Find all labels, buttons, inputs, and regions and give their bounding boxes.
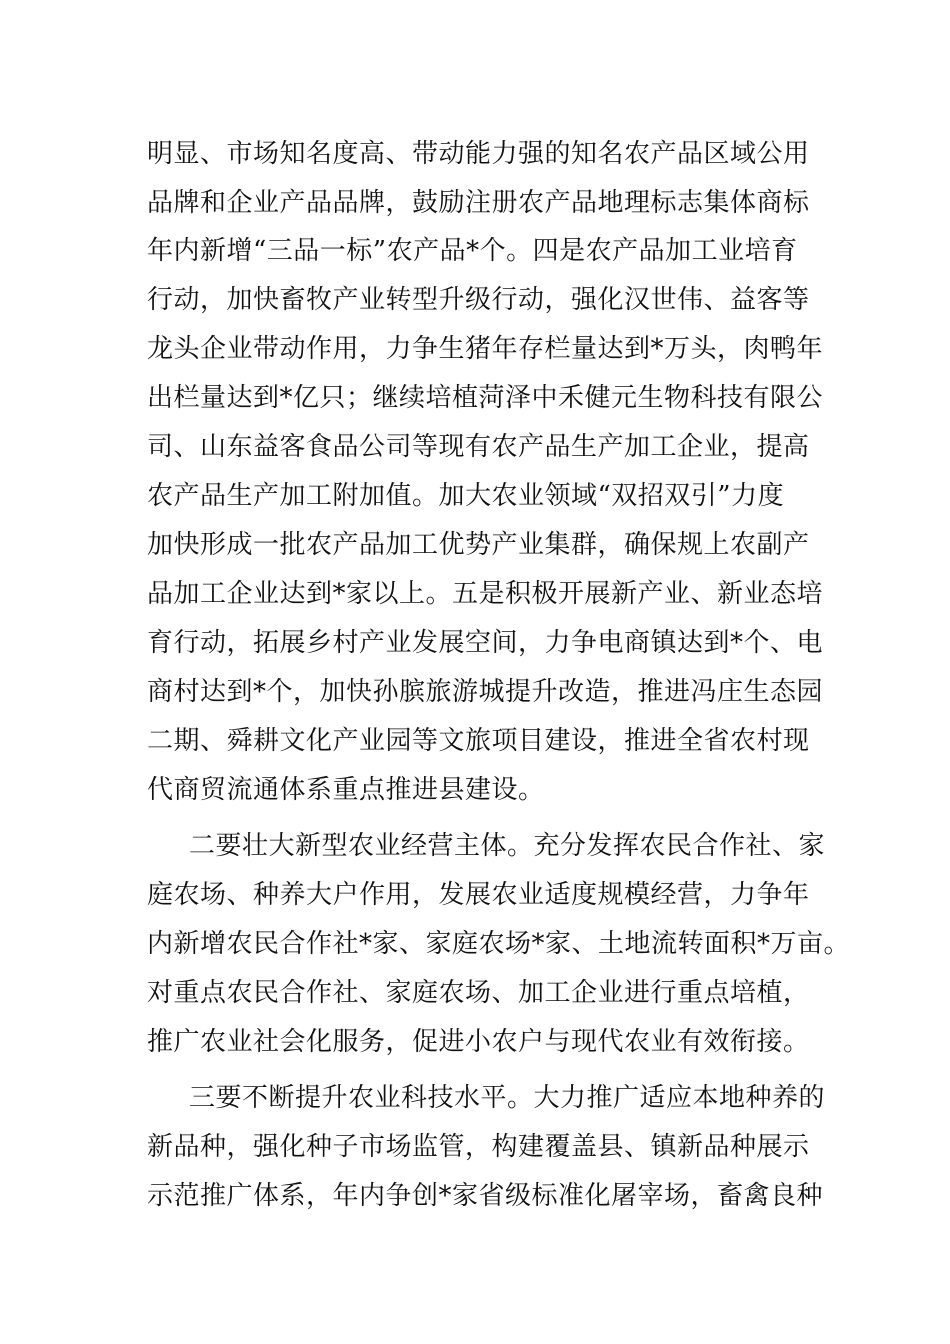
- text-line: 明显、市场知名度高、带动能力强的知名农产品区域公用: [147, 139, 810, 169]
- paragraph-start-line: 二要壮大新型农业经营主体。充分发挥农民合作社、家: [189, 831, 826, 861]
- text-line: 代商贸流通体系重点推进县建设。: [147, 775, 545, 805]
- text-line: 二期、舜耕文化产业园等文旅项目建设，推进全省农村现: [147, 726, 810, 756]
- paragraph-start-line: 三要不断提升农业科技水平。大力推广适应本地种养的: [189, 1083, 826, 1113]
- text-line: 品加工企业达到*家以上。五是积极开展新产业、新业态培: [147, 579, 824, 609]
- text-line: 行动，加快畜牧产业转型升级行动，强化汉世伟、益客等: [147, 285, 810, 315]
- text-line: 庭农场、种养大户作用，发展农业适度规模经营，力争年: [147, 880, 810, 910]
- text-line: 对重点农民合作社、家庭农场、加工企业进行重点培植，: [147, 978, 810, 1008]
- text-line: 品牌和企业产品品牌，鼓励注册农产品地理标志集体商标: [147, 188, 810, 218]
- text-line: 加快形成一批农产品加工优势产业集群，确保规上农副产: [147, 530, 810, 560]
- text-line: 年内新增“三品一标”农产品*个。四是农产品加工业培育: [147, 236, 798, 266]
- text-line: 龙头企业带动作用，力争生猪年存栏量达到*万头，肉鸭年: [147, 334, 824, 364]
- text-line: 商村达到*个，加快孙膑旅游城提升改造，推进冯庄生态园: [147, 677, 824, 707]
- text-line: 司、山东益客食品公司等现有农产品生产加工企业，提高: [147, 432, 810, 462]
- text-line: 新品种，强化种子市场监管，构建覆盖县、镇新品种展示: [147, 1132, 810, 1162]
- text-line: 推广农业社会化服务，促进小农户与现代农业有效衔接。: [147, 1027, 810, 1057]
- text-line: 内新增农民合作社*家、家庭农场*家、土地流转面积*万亩。: [147, 929, 851, 959]
- text-line: 农产品生产加工附加值。加大农业领域“双招双引”力度: [147, 481, 785, 511]
- text-line: 示范推广体系，年内争创*家省级标准化屠宰场，畜禽良种: [147, 1181, 824, 1211]
- text-line: 育行动，拓展乡村产业发展空间，力争电商镇达到*个、电: [147, 628, 824, 658]
- text-line: 出栏量达到*亿只；继续培植菏泽中禾健元生物科技有限公: [147, 383, 824, 413]
